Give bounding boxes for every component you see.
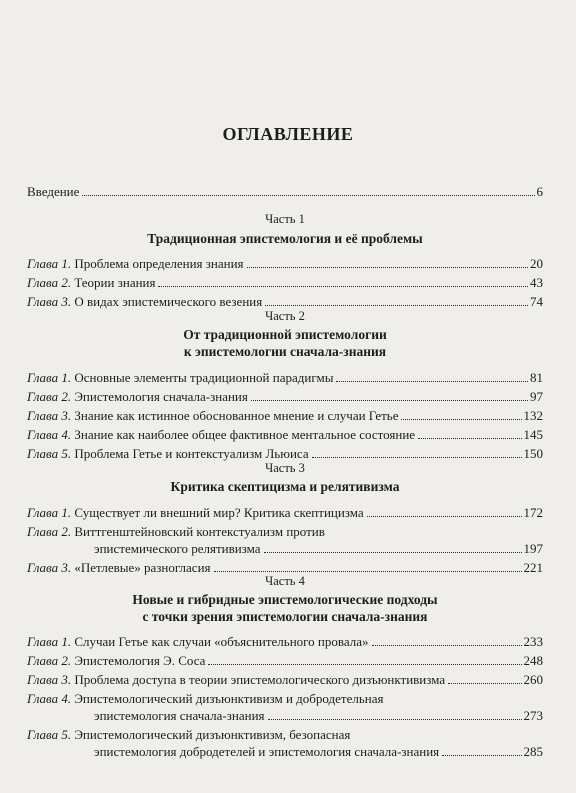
- dot-leader: [418, 438, 521, 439]
- chapter-prefix: Глава 5.: [27, 727, 72, 742]
- chapter-title: Проблема Гетье и контекстуализм Льюиса: [74, 446, 309, 461]
- entry-page: 43: [530, 275, 543, 290]
- part-title: с точки зрения эпистемологии сначала-знания: [142, 609, 428, 624]
- chapter-title: Основные элементы традиционной парадигмы: [74, 370, 334, 385]
- entry-page: 145: [523, 427, 543, 442]
- chapter-title: Эпистемология Э. Соса: [74, 653, 206, 668]
- dot-leader: [158, 286, 528, 287]
- dot-leader: [336, 381, 528, 382]
- dot-leader: [251, 400, 528, 401]
- part-title: Критика скептицизма и релятивизма: [170, 479, 400, 494]
- part-label: Часть 1: [265, 212, 305, 226]
- chapter-title-cont: эпистемического релятивизма: [94, 541, 261, 556]
- chapter-title: О видах эпистемического везения: [74, 294, 263, 309]
- chapter-title: Эпистемологический дизъюнктивизм и добродетельная: [74, 691, 384, 706]
- chapter-title: Существует ли внешний мир? Критика скептицизма: [74, 505, 364, 520]
- entry-page: 172: [523, 505, 543, 520]
- chapter-title: Теории знания: [74, 275, 156, 290]
- toc-entry[interactable]: [27, 369, 543, 386]
- dot-leader: [247, 267, 528, 268]
- chapter-title: Проблема доступа в теории эпистемологического дизъюнктивизма: [74, 672, 446, 687]
- entry-page: 248: [523, 653, 543, 668]
- toc-intro: [27, 183, 543, 200]
- chapter-prefix: Глава 2.: [27, 524, 72, 539]
- chapter-prefix: Глава 3.: [27, 672, 72, 687]
- chapter-prefix: Глава 1.: [27, 256, 72, 271]
- toc-entry[interactable]: [27, 652, 543, 669]
- dot-leader: [264, 552, 522, 553]
- chapter-title-cont: эпистемология добродетелей и эпистемология сначала-знания: [94, 744, 440, 759]
- toc-entry[interactable]: [27, 633, 543, 650]
- toc-part-2: [27, 308, 543, 462]
- chapter-prefix: Глава 2.: [27, 275, 72, 290]
- part-title: От традиционной эпистемологии: [183, 327, 387, 342]
- chapter-prefix: Глава 3.: [27, 408, 72, 423]
- entry-page: 81: [530, 370, 543, 385]
- entry-page: 260: [523, 672, 543, 687]
- dot-leader: [442, 755, 521, 756]
- dot-leader: [448, 683, 521, 684]
- chapter-title: Знание как истинное обоснованное мнение и случаи Гетье: [74, 408, 399, 423]
- toc-entry-intro[interactable]: [27, 183, 543, 200]
- chapter-title: Эпистемологический дизъюнктивизм, безопасная: [74, 727, 351, 742]
- toc-entry[interactable]: [27, 504, 543, 521]
- dot-leader: [367, 516, 522, 517]
- chapter-title: «Петлевые» разногласия: [74, 560, 211, 575]
- entry-page: 6: [536, 184, 543, 199]
- chapter-prefix: Глава 3.: [27, 294, 72, 309]
- dot-leader: [208, 664, 521, 665]
- part-label: Часть 3: [265, 461, 305, 475]
- page-title: ОГЛАВЛЕНИЕ: [222, 124, 354, 144]
- chapter-prefix: Глава 1.: [27, 505, 72, 520]
- toc-entry[interactable]: [27, 388, 543, 405]
- entry-label: Введение: [27, 184, 80, 199]
- chapter-prefix: Глава 1.: [27, 370, 72, 385]
- toc-part-4: [27, 573, 543, 760]
- chapter-title: Виттгенштейновский контекстуализм против: [74, 524, 325, 539]
- dot-leader: [268, 719, 522, 720]
- part-title: Традиционная эпистемология и её проблемы: [147, 231, 423, 246]
- toc-entry[interactable]: [27, 671, 543, 688]
- chapter-title: Знание как наиболее общее фактивное ментальное состояние: [74, 427, 416, 442]
- toc-entry[interactable]: [27, 690, 543, 724]
- entry-page: 285: [523, 744, 543, 759]
- toc-entry[interactable]: [27, 523, 543, 557]
- dot-leader: [82, 195, 534, 196]
- entry-page: 20: [530, 256, 543, 271]
- part-label: Часть 4: [265, 574, 305, 588]
- chapter-prefix: Глава 2.: [27, 389, 72, 404]
- toc-part-3: [27, 460, 543, 576]
- entry-page: 273: [523, 708, 543, 723]
- entry-page: 233: [523, 634, 543, 649]
- toc-entry[interactable]: [27, 274, 543, 291]
- toc-entry[interactable]: [27, 255, 543, 272]
- part-title: к эпистемологии сначала-знания: [183, 344, 387, 359]
- chapter-prefix: Глава 4.: [27, 691, 72, 706]
- entry-page: 132: [523, 408, 543, 423]
- chapter-prefix: Глава 2.: [27, 653, 72, 668]
- toc-entry[interactable]: [27, 407, 543, 424]
- entry-page: 197: [523, 541, 543, 556]
- toc-part-1: [27, 211, 543, 310]
- entry-page: 150: [523, 446, 543, 461]
- chapter-prefix: Глава 3.: [27, 560, 72, 575]
- dot-leader: [312, 457, 522, 458]
- toc-entry[interactable]: [27, 426, 543, 443]
- entry-page: 74: [530, 294, 543, 309]
- chapter-title: Случаи Гетье как случаи «объяснительного провала»: [74, 634, 369, 649]
- dot-leader: [401, 419, 521, 420]
- dot-leader: [372, 645, 522, 646]
- chapter-prefix: Глава 5.: [27, 446, 72, 461]
- chapter-title-cont: эпистемология сначала-знания: [94, 708, 265, 723]
- chapter-prefix: Глава 4.: [27, 427, 72, 442]
- entry-page: 97: [530, 389, 543, 404]
- chapter-title: Проблема определения знания: [74, 256, 244, 271]
- entry-page: 221: [523, 560, 543, 575]
- chapter-prefix: Глава 1.: [27, 634, 72, 649]
- dot-leader: [214, 571, 522, 572]
- chapter-title: Эпистемология сначала-знания: [74, 389, 248, 404]
- toc-entry[interactable]: [27, 726, 543, 760]
- part-label: Часть 2: [265, 309, 305, 323]
- part-title: Новые и гибридные эпистемологические подходы: [132, 592, 438, 607]
- dot-leader: [265, 305, 528, 306]
